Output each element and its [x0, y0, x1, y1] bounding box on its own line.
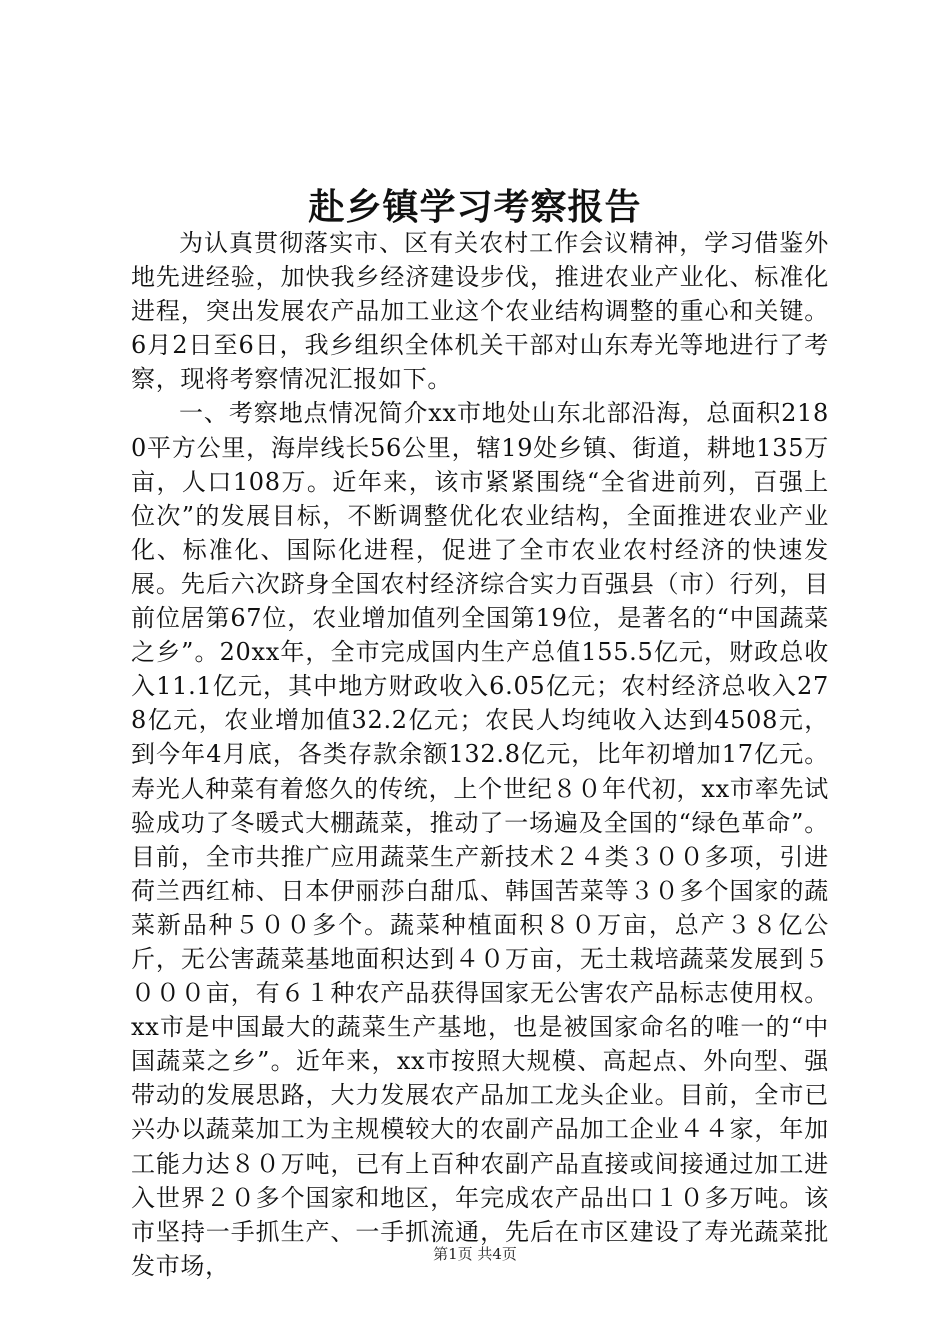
page-number-footer: 第1页 共4页	[433, 1245, 517, 1263]
paragraph-section-one: 一、考察地点情况简介xx市地处山东北部沿海，总面积2180平方公里，海岸线长56公里，辖19处乡镇、街道，耕地135万亩，人口108万。近年来，该市紧紧围绕“全省进前列，百强上位次”的发展目标，不断调整优化农业结构，全面推进农业产业化、标准化、国际化进程，促进了全市农业农村经济的快速发展。先后六次跻身全国农村经济综合实力百强县（市）行列，目前位居第67位，农业增加值列全国第19位，是著名的“中国蔬菜之乡”。20xx年，全市完成国内生产总值155.5亿元，财政总收入11.1亿元，其中地方财政收入6.05亿元；农村经济总收入278亿元，农业增加值32.2亿元；农民人均纯收入达到4508元，到今年4月底，各类存款余额132.8亿元，比年初增加17亿元。寿光人种菜有着悠久的传统，上个世纪８０年代初，xx市率先试验成功了冬暖式大棚蔬菜，推动了一场遍及全国的“绿色革命”。目前，全市共推广应用蔬菜生产新技术２４类３００多项，引进荷兰西红柿、日本伊丽莎白甜瓜、韩国苦菜等３０多个国家的蔬菜新品种５００多个。蔬菜种植面积８０万亩，总产３８亿公斤，无公害蔬菜基地面积达到４０万亩，无土栽培蔬菜发展到５０００亩，有６１种农产品获得国家无公害农产品标志使用权。xx市是中国最大的蔬菜生产基地，也是被国家命名的唯一的“中国蔬菜之乡”。近年来，xx市按照大规模、高起点、外向型、强带动的发展思路，大力发展农产品加工龙头企业。目前，全市已兴办以蔬菜加工为主规模较大的农副产品加工企业４４家，年加工能力达８０万吨，已有上百种农副产品直接或间接通过加工进入世界２０多个国家和地区，年完成农产品出口１０多万吨。该市坚持一手抓生产、一手抓流通，先后在市区建设了寿光蔬菜批发市场，	[131, 399, 829, 1280]
document-body	[131, 226, 829, 1283]
document-title: 赴乡镇学习考察报告	[308, 186, 642, 228]
paragraph-intro: 为认真贯彻落实市、区有关农村工作会议精神，学习借鉴外地先进经验，加快我乡经济建设步伐，推进农业产业化、标准化进程，突出发展农产品加工业这个农业结构调整的重心和关键。6月2日至6日，我乡组织全体机关干部对山东寿光等地进行了考察，现将考察情况汇报如下。	[131, 229, 829, 394]
